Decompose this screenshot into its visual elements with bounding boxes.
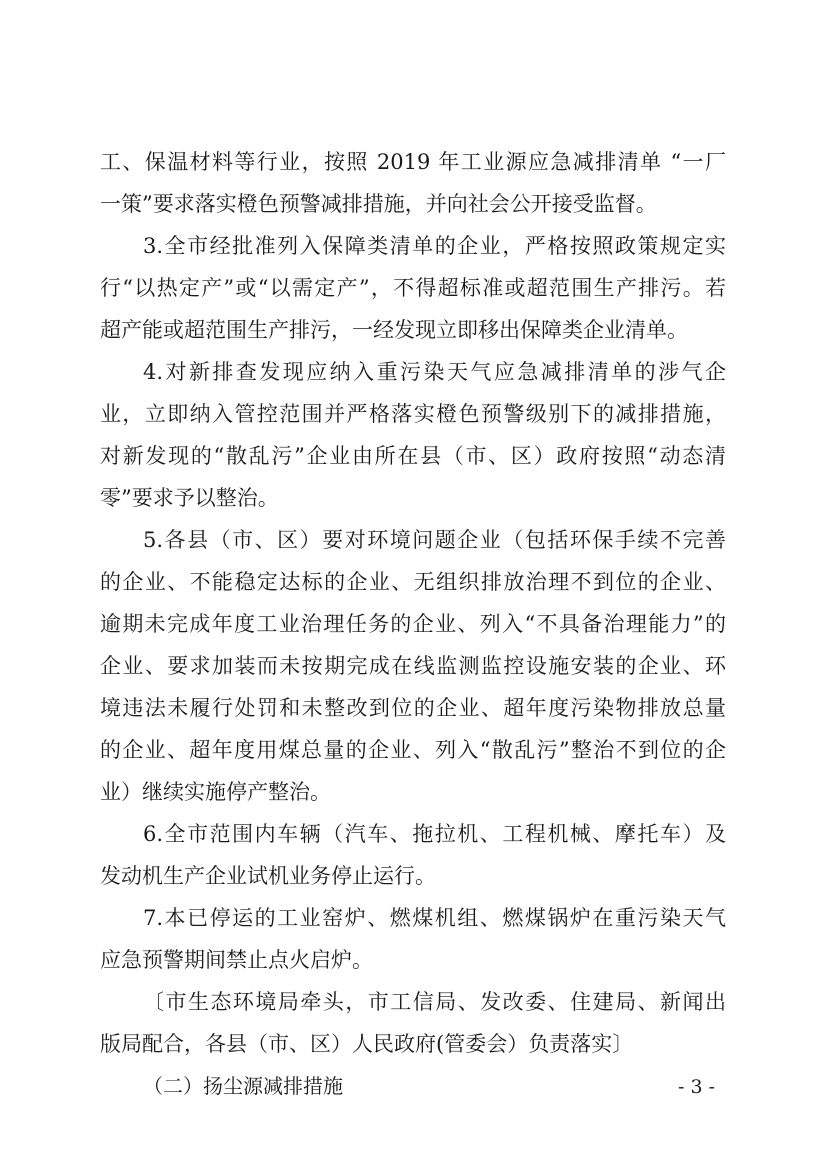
text-line: 境违法未履行处罚和未整改到位的企业、超年度污染物排放总量	[100, 696, 726, 720]
text-line: 的企业、不能稳定达标的企业、无组织排放治理不到位的企业、	[100, 570, 726, 594]
text-line: 企业、要求加装而未按期完成在线监测监控设施安装的企业、环	[100, 654, 726, 678]
paragraph-7-start: 7.本已停运的工业窑炉、燃煤机组、燃煤锅炉在重污染天气	[143, 906, 726, 930]
text-line: 对新发现的“散乱污”企业由所在县（市、区）政府按照“动态清	[100, 444, 726, 468]
text-line: 行“以热定产”或“以需定产”，不得超标准或超范围生产排污。若	[100, 276, 726, 300]
paragraph-5-start: 5.各县（市、区）要对环境问题企业（包括环保手续不完善	[143, 528, 726, 552]
paragraph-4-start: 4.对新排查发现应纳入重污染天气应急减排清单的涉气企	[143, 360, 726, 384]
text-line: 逾期未完成年度工业治理任务的企业、列入“不具备治理能力”的	[100, 612, 726, 636]
text-line: 版局配合，各县（市、区）人民政府(管委会）负责落实〕	[100, 1032, 634, 1056]
paragraph-6-start: 6.全市范围内车辆（汽车、拖拉机、工程机械、摩托车）及	[143, 822, 726, 846]
text-line: 应急预警期间禁止点火启炉。	[100, 948, 373, 972]
section-heading: （二）扬尘源减排措施	[143, 1074, 343, 1098]
text-line: 超产能或超范围生产排污，一经发现立即移出保障类企业清单。	[100, 318, 688, 342]
text-line: 工、保温材料等行业，按照 2019 年工业源应急减排清单 “一厂	[100, 150, 726, 174]
text-line: 业）继续实施停产整治。	[100, 780, 331, 804]
text-line: 发动机生产企业试机业务停止运行。	[100, 864, 436, 888]
paragraph-3-start: 3.全市经批准列入保障类清单的企业，严格按照政策规定实	[143, 234, 726, 258]
text-line: 的企业、超年度用煤总量的企业、列入“散乱污”整治不到位的企	[100, 738, 726, 762]
text-line: 零”要求予以整治。	[100, 486, 279, 510]
responsibility-note: 〔市生态环境局牵头，市工信局、发改委、住建局、新闻出	[143, 990, 726, 1014]
page-number: - 3 -	[678, 1076, 716, 1098]
text-line: 业，立即纳入管控范围并严格落实橙色预警级别下的减排措施，	[100, 402, 726, 426]
text-line: 一策”要求落实橙色预警减排措施，并向社会公开接受监督。	[100, 192, 657, 216]
